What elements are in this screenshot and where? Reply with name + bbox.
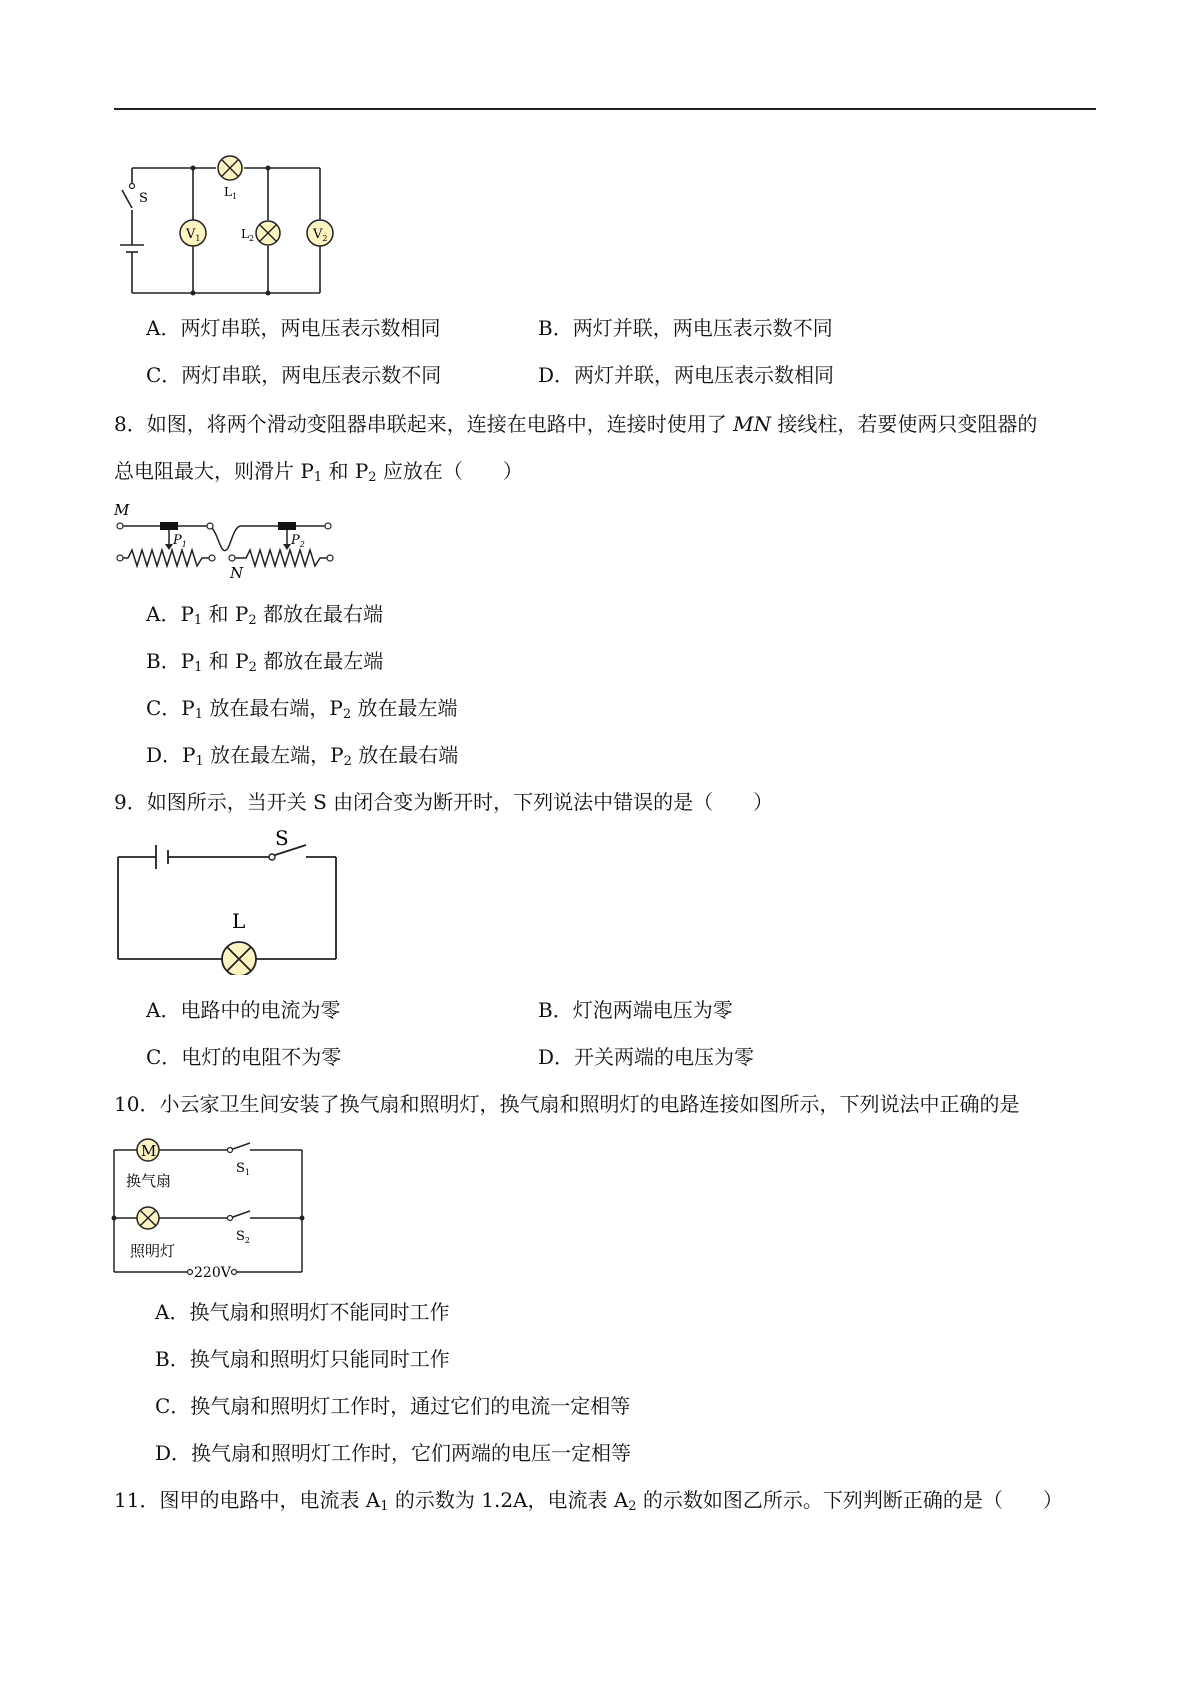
- svg-text:M: M: [141, 1142, 157, 1160]
- q8-stem-line1: 8．如图，将两个滑动变阻器串联起来，连接在电路中，连接时使用了 MN 接线柱，若要使两只变阻器的: [114, 412, 1038, 436]
- q10-option-a[interactable]: A．换气扇和照明灯不能同时工作: [155, 1300, 450, 1324]
- q9-option-d[interactable]: D．开关两端的电压为零: [538, 1045, 755, 1069]
- q10-option-b[interactable]: B．换气扇和照明灯只能同时工作: [155, 1347, 450, 1371]
- q10-option-c[interactable]: C．换气扇和照明灯工作时，通过它们的电流一定相等: [155, 1394, 631, 1418]
- q8-option-d[interactable]: D．$P_1$ 放在最左端，$P_2$ 放在最右端: [146, 743, 459, 769]
- q10-option-d[interactable]: D．换气扇和照明灯工作时，它们两端的电压一定相等: [155, 1441, 632, 1465]
- lamp-icon: [137, 1207, 159, 1229]
- q7-option-b[interactable]: B．两灯并联，两电压表示数不同: [538, 316, 833, 340]
- svg-text:P2: $P_2$: [291, 533, 305, 549]
- q10-circuit-diagram: [110, 1132, 320, 1282]
- q9-option-c[interactable]: C．电灯的电阻不为零: [146, 1045, 342, 1069]
- q7-l2-label: $L_2$: [241, 227, 255, 243]
- q9-stem: 9．如图所示，当开关 S 由闭合变为断开时，下列说法中错误的是（ ）: [114, 790, 774, 814]
- lamp-l1-icon: [218, 156, 242, 180]
- q10-stem: 10．小云家卫生间安装了换气扇和照明灯，换气扇和照明灯的电路连接如图所示，下列说法中正确的是: [114, 1092, 1020, 1116]
- q7-option-c[interactable]: C．两灯串联，两电压表示数不同: [146, 363, 442, 387]
- svg-text:M: M: [114, 501, 130, 519]
- fan-label: 换气扇: [126, 1172, 172, 1190]
- header-rule: [114, 108, 1096, 110]
- q8-rheostat-diagram: [110, 500, 340, 580]
- q7-circuit-diagram: [110, 150, 340, 300]
- q7-option-d[interactable]: D．两灯并联，两电压表示数相同: [538, 363, 835, 387]
- svg-text:N: N: [230, 564, 244, 580]
- q7-l1-label: $L_1$: [224, 185, 238, 201]
- svg-text:S: S: [275, 826, 289, 850]
- voltage-label: 220V: [194, 1265, 231, 1281]
- lamp-l2-icon: [256, 221, 280, 245]
- svg-text:P1: $P_1$: [173, 533, 187, 549]
- q8-option-c[interactable]: C．$P_1$ 放在最右端，$P_2$ 放在最左端: [146, 696, 458, 722]
- q7-option-a[interactable]: A．两灯串联，两电压表示数相同: [146, 316, 441, 340]
- lamp-label: 照明灯: [130, 1242, 176, 1260]
- switch-contact-icon: [269, 854, 275, 860]
- svg-text:V1: $V_1$: [186, 227, 201, 243]
- q9-circuit-diagram: [110, 825, 350, 975]
- q11-stem: 11．图甲的电路中，电流表 $A_1$ 的示数为 1.2A，电流表 $A_2$ 的示数如图乙所示。下列判断正确的是（ ）: [114, 1488, 1063, 1514]
- svg-text:S2: $S_2$: [236, 1229, 250, 1245]
- q9-option-b[interactable]: B．灯泡两端电压为零: [538, 998, 733, 1022]
- q9-option-a[interactable]: A．电路中的电流为零: [146, 998, 341, 1022]
- q8-option-b[interactable]: B．$P_1$ 和 $P_2$ 都放在最左端: [146, 649, 384, 675]
- svg-text:L: L: [232, 909, 246, 933]
- q7-switch-label: S: [139, 191, 148, 206]
- lamp-l-icon: [222, 942, 256, 975]
- svg-text:V2: $V_2$: [313, 227, 328, 243]
- slider-p2-icon: [278, 522, 296, 530]
- slider-p1-icon: [160, 522, 178, 530]
- svg-text:S1: $S_1$: [236, 1161, 250, 1177]
- q8-stem-line2: 总电阻最大，则滑片 $P_1$ 和 $P_2$ 应放在（ ）: [114, 459, 523, 485]
- q8-option-a[interactable]: A．$P_1$ 和 $P_2$ 都放在最右端: [146, 602, 383, 628]
